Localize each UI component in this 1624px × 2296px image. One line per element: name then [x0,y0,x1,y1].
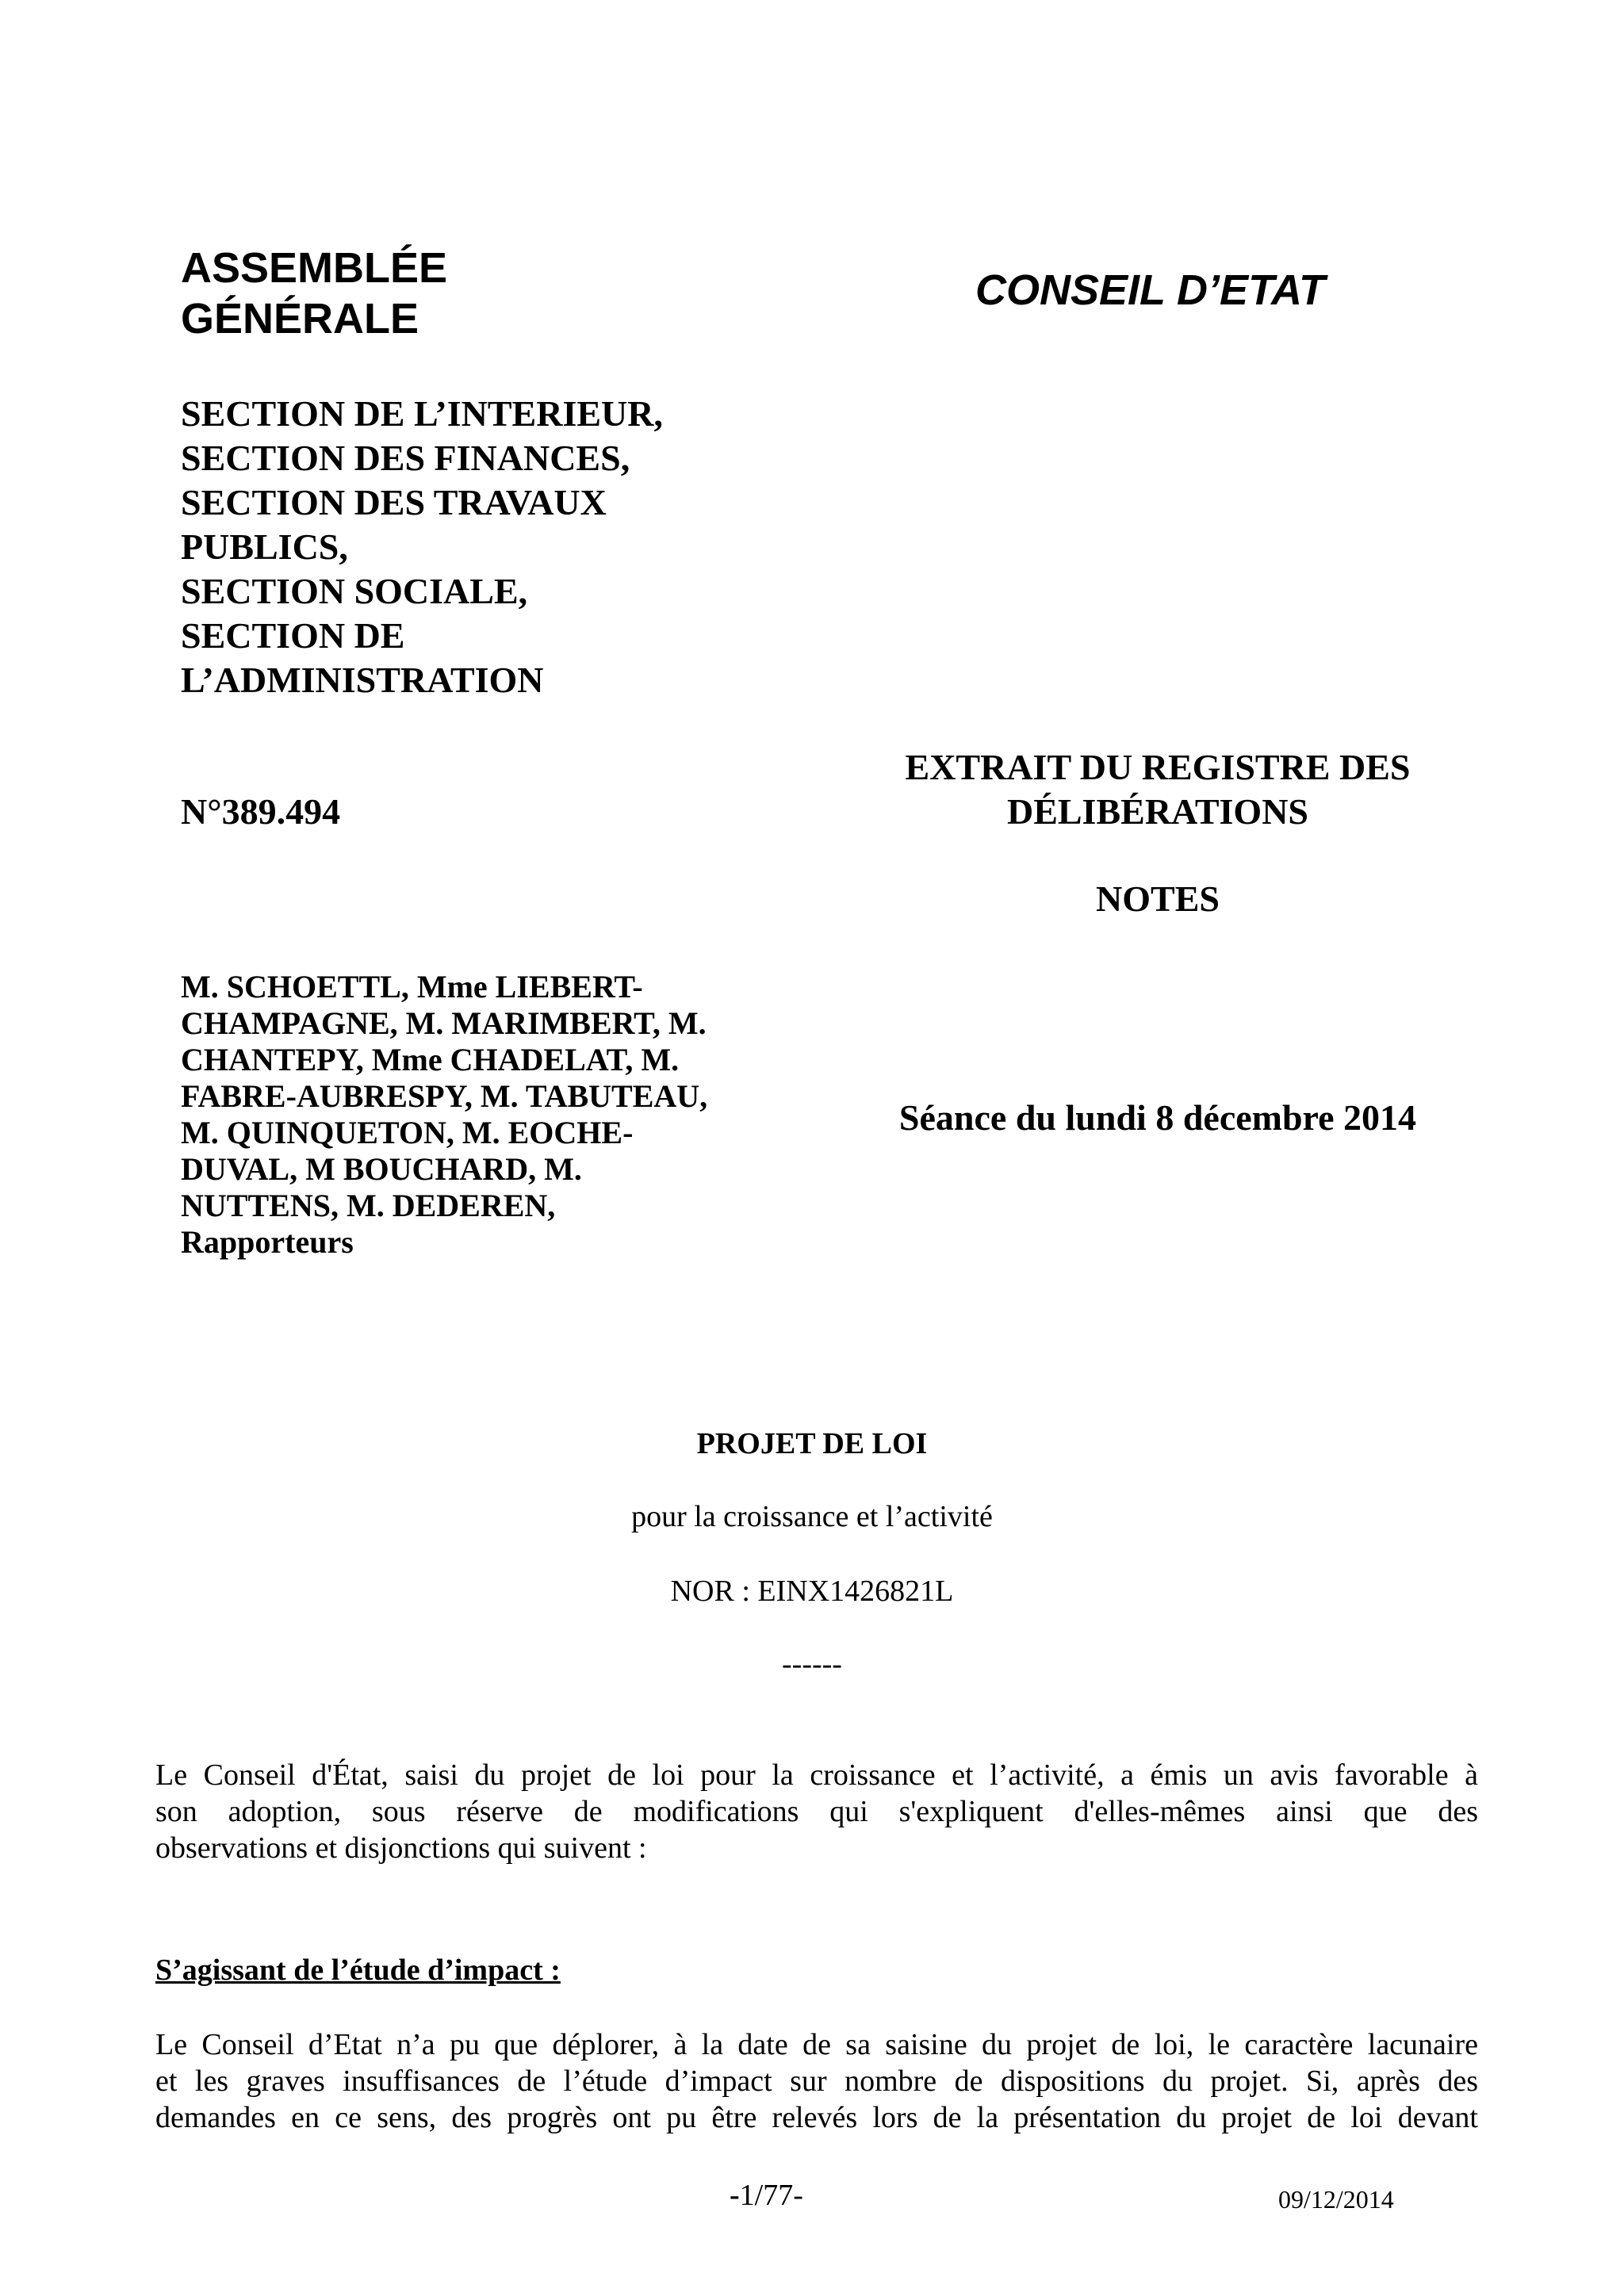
section-item: SECTION DES TRAVAUX [181,482,607,522]
notes-label: NOTES [1096,878,1220,919]
section-item: PUBLICS, [181,526,348,567]
paragraph-line: Le Conseil d’Etat n’a pu que déplorer, à la date de sa saisine du projet de loi, le caractère lacunaire [155,2028,1478,2061]
session-date: Séance du lundi 8 décembre 2014 [898,1097,1417,1138]
assembly-title [181,243,577,344]
rapporteurs-list [181,969,783,1261]
institution-title: CONSEIL D’ETAT [975,266,1326,314]
rapporteur-line: Rapporteurs [181,1224,354,1260]
section-item: L’ADMINISTRATION [181,660,544,700]
registry-extract [841,745,1475,834]
rapporteur-line: CHANTEPY, Mme CHADELAT, M. [181,1042,680,1077]
section-item: SECTION SOCIALE, [181,571,528,611]
rapporteur-line: NUTTENS, M. DEDEREN, [181,1188,556,1223]
page-number-label: 1/77- [739,2179,803,2212]
registry-line2: DÉLIBÉRATIONS [1006,791,1309,832]
case-number: N°389.494 [181,791,341,832]
assembly-title-line2: GÉNÉRALE [181,295,419,342]
rapporteur-line: FABRE-AUBRESPY, M. TABUTEAU, [181,1078,708,1114]
section-item: SECTION DE L’INTERIEUR, [181,393,663,434]
section-item: SECTION DE [181,615,405,656]
page-number-dash: - [730,2179,740,2212]
paragraph-line: Le Conseil d'État, saisi du projet de loi pour la croissance et l’activité, a émis un avis favorable à [155,1758,1478,1792]
registry-line1: EXTRAIT DU REGISTRE DES [905,747,1411,787]
rapporteur-line: M. SCHOETTL, Mme LIEBERT- [181,969,643,1004]
impact-paragraph [155,2026,1478,2136]
paragraph-line: son adoption, sous réserve de modifications qui s'expliquent d'elles-mêmes ainsi que des [155,1795,1478,1828]
impact-heading: S’agissant de l’étude d’impact : [155,1954,561,1987]
bill-separator: ------ [782,1647,842,1681]
bill-title: PROJET DE LOI [696,1427,928,1460]
footer-date: 09/12/2014 [1278,2185,1394,2214]
paragraph-line: et les graves insuffisances de l’étude d’impact sur nombre de dispositions du projet. Si, après des [155,2064,1478,2098]
opinion-paragraph [155,1757,1478,1866]
section-item: SECTION DES FINANCES, [181,438,630,478]
assembly-title-line1: ASSEMBLÉE [181,244,448,292]
page-number [730,2177,888,2214]
rapporteur-line: DUVAL, M BOUCHARD, M. [181,1151,582,1187]
sections-list [181,392,815,702]
bill-nor: NOR : EINX1426821L [670,1575,954,1608]
rapporteur-line: M. QUINQUETON, M. EOCHE- [181,1115,634,1150]
paragraph-line: demandes en ce sens, des progrès ont pu être relevés lors de la présentation du projet de loi devant [155,2101,1478,2134]
rapporteur-line: CHAMPAGNE, M. MARIMBERT, M. [181,1005,707,1041]
bill-subtitle: pour la croissance et l’activité [631,1500,993,1533]
paragraph-line: observations et disjonctions qui suivent : [155,1831,647,1865]
